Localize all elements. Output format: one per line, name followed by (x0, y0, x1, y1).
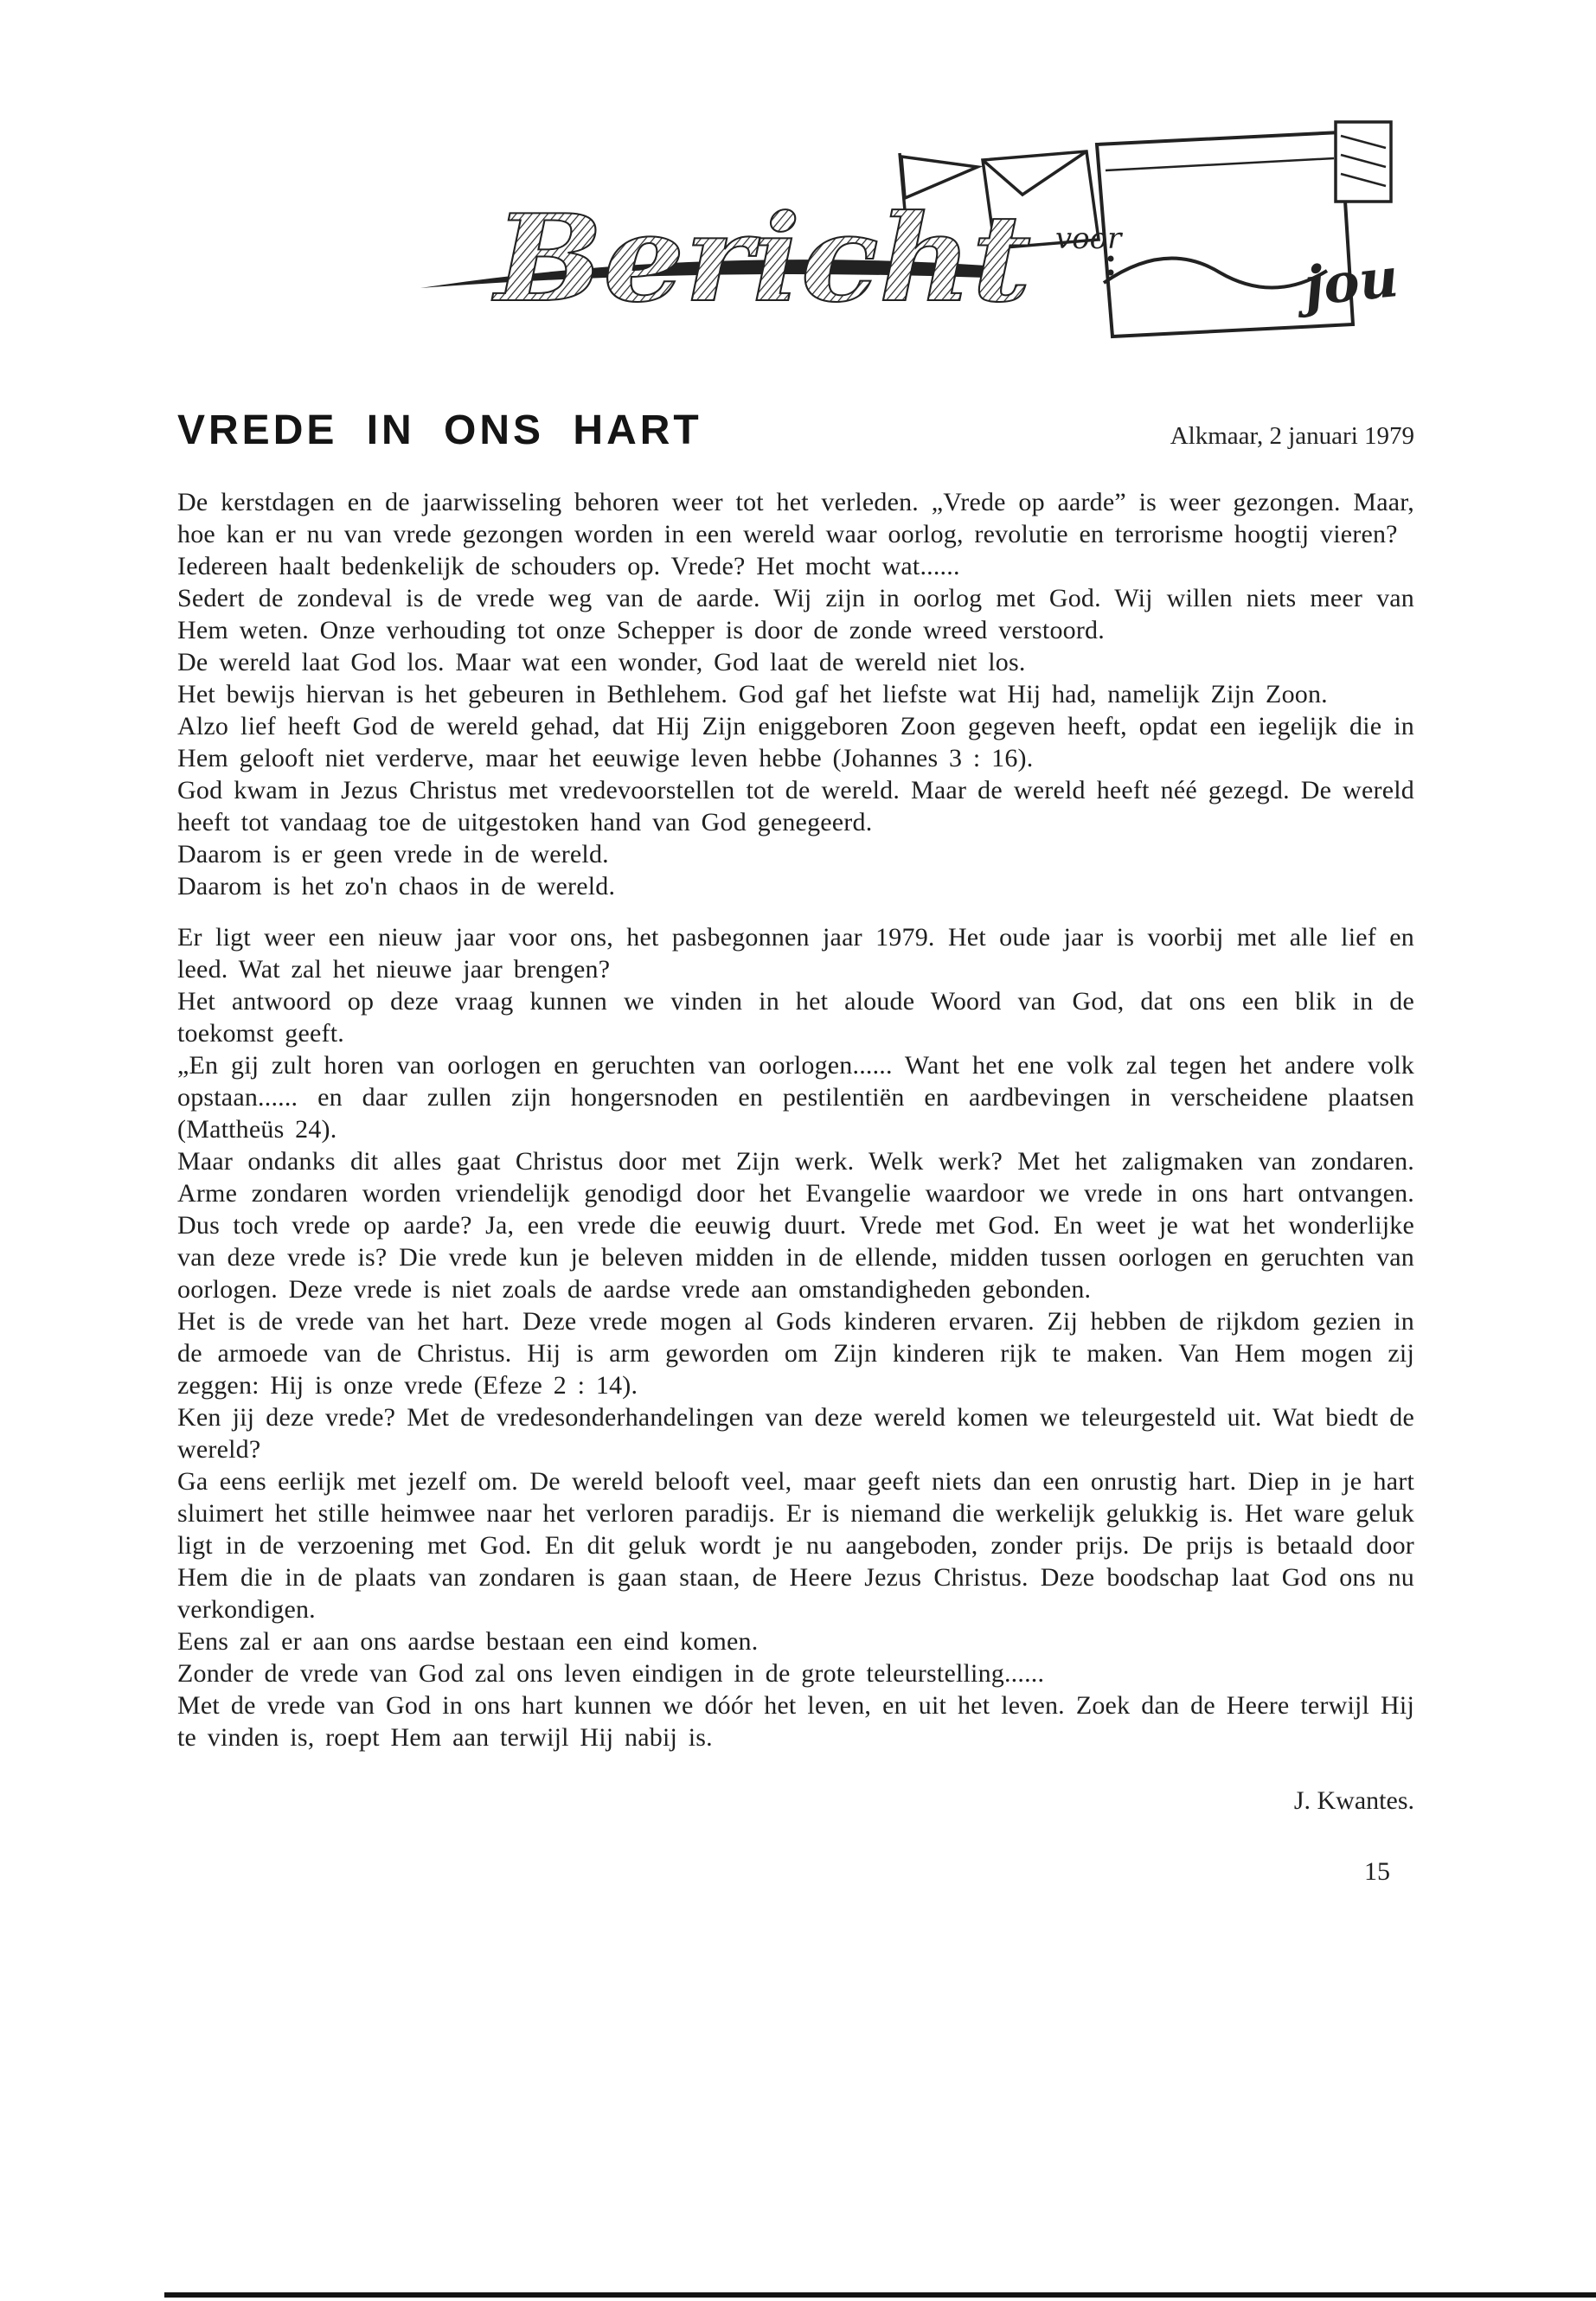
paragraph: Ga eens eerlijk met jezelf om. De wereld belooft veel, maar geeft niets dan een onrustig hart. Diep in je hart sluimert het stille heimwee naar het verloren paradijs. Er is niemand die werkelijk gelukkig is. Het ware geluk ligt in de verzoening met God. En dit geluk wordt je nu aangeboden, zonder prijs. De prijs is betaald door Hem die in de plaats van zondaren is gaan staan, de Heere Jezus Christus. Deze boodschap laat God ons nu verkondigen. (177, 1467, 1414, 1624)
paragraph: Sedert de zondeval is de vrede weg van de aarde. Wij zijn in oorlog met God. Wij willen niets meer van Hem weten. Onze verhouding tot onze Schepper is door de zonde wreed verstoord. (177, 584, 1414, 644)
paragraph: Het is de vrede van het hart. Deze vrede mogen al Gods kinderen ervaren. Zij hebben de rijkdom gezien in de armoede van de Christus. Hij is arm geworden om Zijn kinderen rijk te maken. Van Hem mogen zij zeggen: Hij is onze vrede (Efeze 2 : 14). (177, 1307, 1414, 1400)
article-title: VREDE IN ONS HART (177, 407, 702, 453)
body-block-2 (177, 921, 1414, 1753)
bottom-scan-line (164, 2292, 1596, 2298)
article-header (177, 407, 1414, 454)
masthead-word-bericht: Bericht (490, 188, 1031, 329)
paragraph: Er ligt weer een nieuw jaar voor ons, het pasbegonnen jaar 1979. Het oude jaar is voorbij met alle lief en leed. Wat zal het nieuwe jaar brengen? (177, 923, 1414, 984)
paragraph: Daarom is er geen vrede in de wereld. (177, 840, 609, 868)
paragraph: Het antwoord op deze vraag kunnen we vinden in het aloude Woord van God, dat ons een blik in de toekomst geeft. (177, 987, 1414, 1048)
paragraph: „En gij zult horen van oorlogen en geruchten van oorlogen...... Want het ene volk zal tegen het andere volk opstaan...... en daar zullen zijn hongersnoden en pestilentiën en aardbevingen in verscheidene plaatsen (Mattheüs 24). (177, 1051, 1414, 1144)
signature: J. Kwantes. (1293, 1786, 1414, 1815)
paragraph: Eens zal er aan ons aardse bestaan een eind komen. (177, 1627, 759, 1656)
ink-dot (1108, 256, 1114, 262)
paragraph: Iedereen haalt bedenkelijk de schouders op. Vrede? Het mocht wat...... (177, 552, 960, 580)
page-number: 15 (1364, 1857, 1390, 1886)
article-body (177, 486, 1414, 1887)
paragraph: Daarom is het zo'n chaos in de wereld. (177, 872, 616, 901)
paragraph: De kerstdagen en de jaarwisseling behoren weer tot het verleden. „Vrede op aarde” is weer gezongen. Maar, hoe kan er nu van vrede gezongen worden in een wereld waar oorlog, revolutie en terrorisme hoogtij vieren? (177, 488, 1414, 548)
masthead-word-jou: jou (1300, 245, 1401, 318)
paragraph: God kwam in Jezus Christus met vredevoorstellen tot de wereld. Maar de wereld heeft néé gezegd. De wereld heeft tot vandaag toe de uitgestoken hand van God genegeerd. (177, 776, 1414, 836)
masthead-word-voor: voor (1055, 221, 1122, 256)
stamp-sketch (1336, 122, 1391, 202)
paragraph: Met de vrede van God in ons hart kunnen we dóór het leven, en uit het leven. Zoek dan de Heere terwijl Hij te vinden is, roept Hem aan terwijl Hij nabij is. (177, 1691, 1414, 1752)
ink-dot (1108, 270, 1114, 276)
paragraph: Ken jij deze vrede? Met de vredesonderhandelingen van deze wereld komen we teleurgesteld uit. Wat biedt de wereld? (177, 1403, 1414, 1464)
dateline: Alkmaar, 2 januari 1979 (1170, 422, 1414, 450)
paragraph: Maar ondanks dit alles gaat Christus door met Zijn werk. Welk werk? Met het zaligmaken van zondaren. Arme zondaren worden vriendelijk genodigd door het Evangelie waardoor we vrede in ons hart ontvangen. Dus toch vrede op aarde? Ja, een vrede die eeuwig duurt. Vrede met God. En weet je wat het wonderlijke van deze vrede is? Die vrede kun je beleven midden in de ellende, midden tussen oorlogen en geruchten van oorlogen. Deze vrede is niet zoals de aardse vrede aan omstandigheden gebonden. (177, 1147, 1414, 1304)
paragraph: Alzo lief heeft God de wereld gehad, dat Hij Zijn eniggeboren Zoon gegeven heeft, opdat een iegelijk die in Hem gelooft niet verderve, maar het eeuwige leven hebbe (Johannes 3 : 16). (177, 712, 1414, 772)
paragraph: De wereld laat God los. Maar wat een wonder, God laat de wereld niet los. (177, 648, 1026, 676)
body-block-1 (177, 486, 1414, 902)
masthead-illustration (415, 117, 1401, 372)
paragraph: Zonder de vrede van God zal ons leven eindigen in de grote teleurstelling...... (177, 1659, 1045, 1688)
paragraph: Het bewijs hiervan is het gebeuren in Bethlehem. God gaf het liefste wat Hij had, namelijk Zijn Zoon. (177, 680, 1328, 708)
